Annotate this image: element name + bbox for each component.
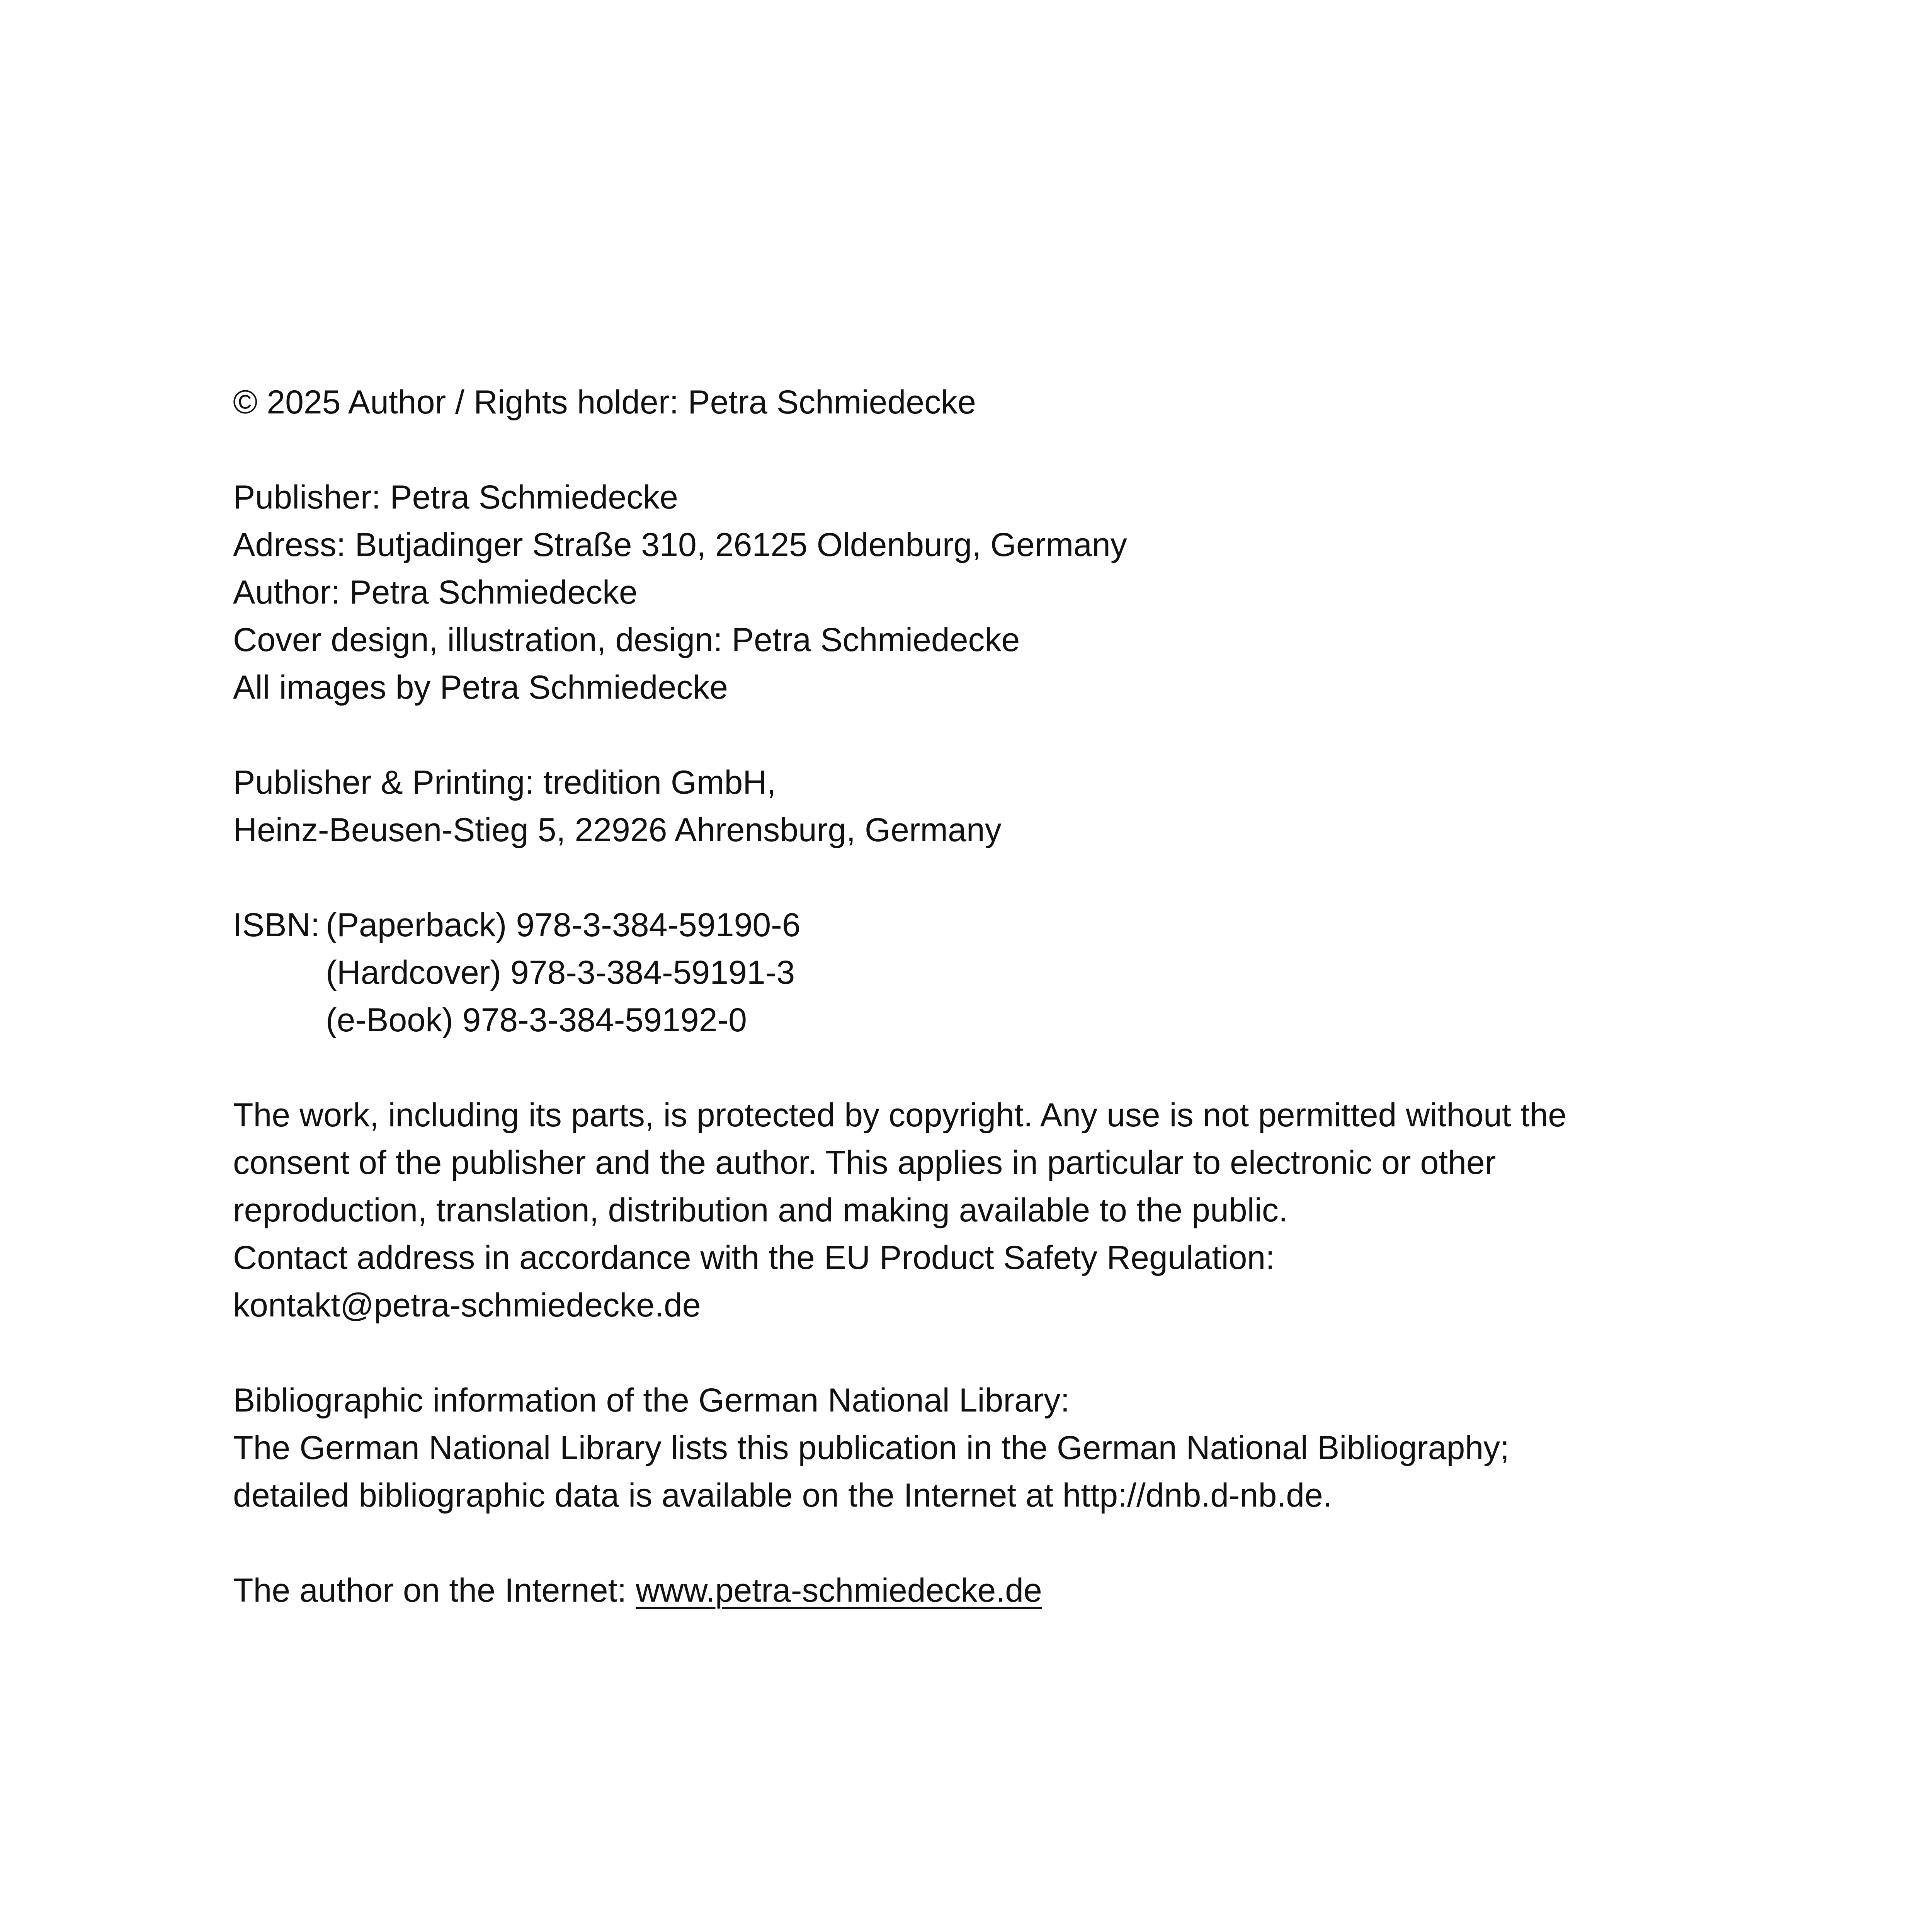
publisher-line: Publisher: Petra Schmiedecke xyxy=(233,479,679,516)
copyright-line: © 2025 Author / Rights holder: Petra Schmiedecke xyxy=(233,384,976,421)
contact-email: kontakt@petra-schmiedecke.de xyxy=(233,1287,701,1324)
images-credit-line: All images by Petra Schmiedecke xyxy=(233,669,728,706)
spacer xyxy=(233,1044,1856,1092)
isbn-row-ebook xyxy=(233,997,1856,1044)
legal-line-1: The work, including its parts, is protected by copyright. Any use is not permitted without the xyxy=(233,1097,1567,1134)
spacer xyxy=(233,854,1856,901)
spacer xyxy=(233,1329,1856,1377)
isbn-label: ISBN: xyxy=(233,906,320,944)
contact-heading: Contact address in accordance with the EU Product Safety Regulation: xyxy=(233,1239,1275,1276)
author-line: Author: Petra Schmiedecke xyxy=(233,574,638,611)
isbn-ebook: (e-Book) 978-3-384-59192-0 xyxy=(326,1002,747,1039)
author-web-label: The author on the Internet: xyxy=(233,1572,636,1609)
spacer xyxy=(233,711,1856,759)
imprint-content xyxy=(233,379,1856,1614)
cover-design-line: Cover design, illustration, design: Petra Schmiedecke xyxy=(233,621,1020,658)
legal-line-3: reproduction, translation, distribution and making available to the public. xyxy=(233,1192,1288,1229)
isbn-paperback: (Paperback) 978-3-384-59190-6 xyxy=(326,906,801,944)
legal-line-2: consent of the publisher and the author. This applies in particular to electronic or other xyxy=(233,1144,1496,1181)
isbn-row-hardcover xyxy=(233,949,1856,997)
bibliographic-line-2: detailed bibliographic data is available on the Internet at http://dnb.d-nb.de. xyxy=(233,1477,1332,1514)
bibliographic-line-1: The German National Library lists this publication in the German National Bibliography; xyxy=(233,1429,1510,1466)
bibliographic-heading: Bibliographic information of the German National Library: xyxy=(233,1382,1070,1419)
author-web-line xyxy=(233,1567,1856,1614)
author-website-link[interactable]: www.petra-schmiedecke.de xyxy=(636,1572,1042,1609)
printing-line-2: Heinz-Beusen-Stieg 5, 22926 Ahrensburg, Germany xyxy=(233,811,1002,849)
isbn-row-paperback xyxy=(233,901,1856,949)
spacer xyxy=(233,426,1856,474)
spacer xyxy=(233,1519,1856,1567)
address-line: Adress: Butjadinger Straße 310, 26125 Oldenburg, Germany xyxy=(233,526,1127,563)
printing-line-1: Publisher & Printing: tredition GmbH, xyxy=(233,764,776,801)
isbn-hardcover: (Hardcover) 978-3-384-59191-3 xyxy=(326,954,795,991)
